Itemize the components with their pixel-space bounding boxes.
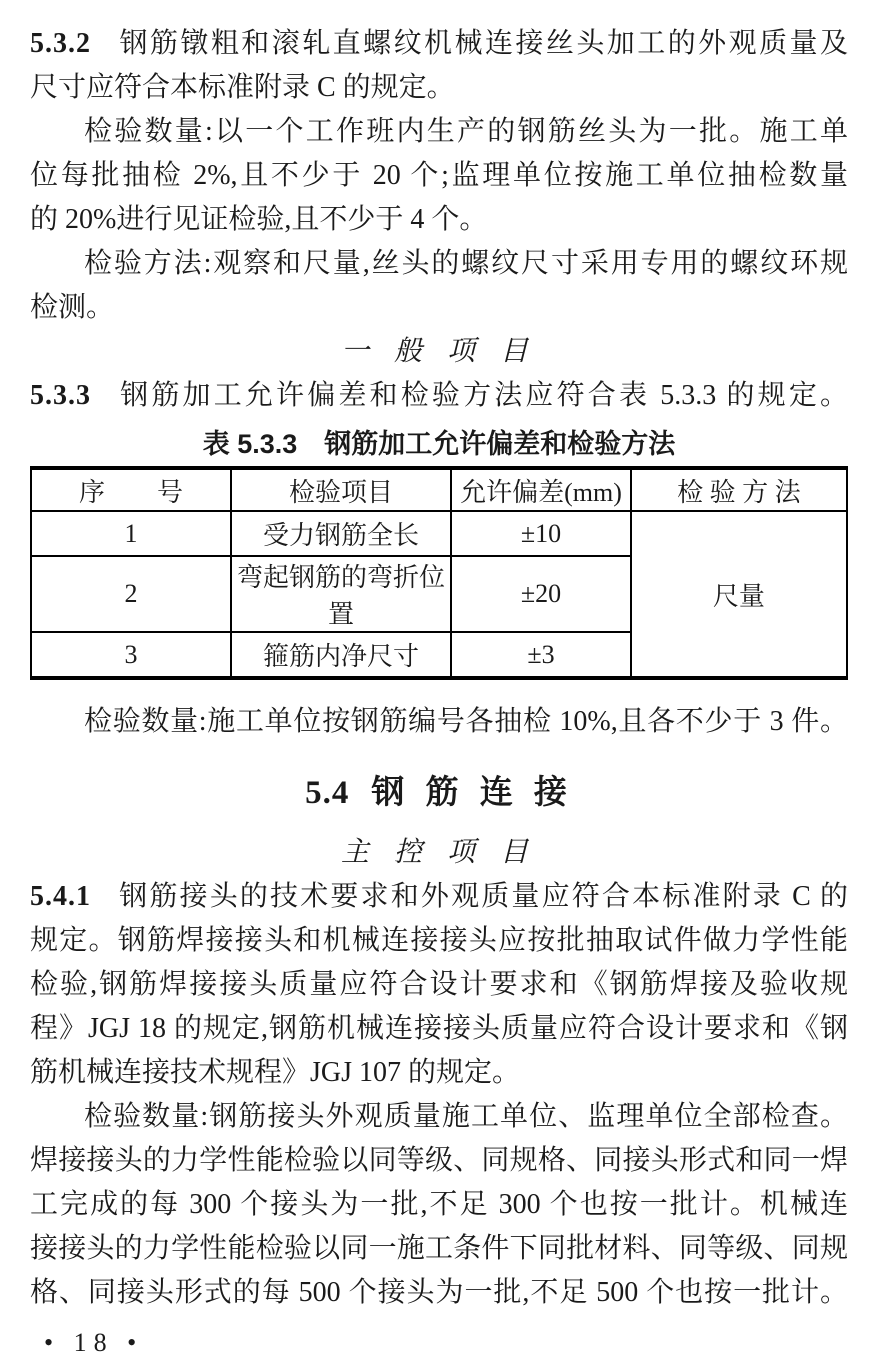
inspection-quantity-paragraph-2: [30, 700, 848, 744]
section-5-3-2-paragraph: [30, 22, 848, 110]
cell-deviation: ±3: [451, 632, 631, 678]
paragraph-line: 检验方法:观察和尺量,丝头的螺纹尺寸采用专用的螺纹环规: [84, 248, 848, 279]
section-number: 5.4: [305, 775, 350, 811]
cell-item: 箍筋内净尺寸: [231, 632, 451, 678]
paragraph-line: 规定。钢筋焊接接头和机械连接接头应按批抽取试件做力学性能: [30, 925, 848, 956]
paragraph-line: 程》JGJ 18 的规定,钢筋机械连接接头质量应符合设计要求和《钢: [30, 1013, 848, 1044]
section-5-4-heading: [30, 768, 848, 817]
section-number: 5.3.3: [30, 380, 91, 411]
paragraph-line: 尺寸应符合本标准附录 C 的规定。: [30, 72, 455, 103]
col-header-deviation: 允许偏差(mm): [451, 468, 631, 511]
cell-item: 受力钢筋全长: [231, 511, 451, 556]
inspection-quantity-paragraph-3: [30, 1095, 848, 1315]
paragraph-line: 位每批抽检 2%,且不少于 20 个;监理单位按施工单位抽检数量: [30, 160, 848, 191]
paragraph-line: 检验数量:钢筋接头外观质量施工单位、监理单位全部检查。: [84, 1101, 848, 1132]
cell-deviation: ±20: [451, 556, 631, 632]
line-text: 钢筋镦粗和滚轧直螺纹机械连接丝头加工的外观质量及: [117, 28, 848, 59]
line-text: 钢筋加工允许偏差和检验方法应符合表 5.3.3 的规定。: [117, 380, 848, 411]
paragraph-line: 工完成的每 300 个接头为一批,不足 300 个也按一批计。机械连: [30, 1189, 848, 1220]
col-header-item: 检验项目: [231, 468, 451, 511]
cell-seq: 3: [31, 632, 231, 678]
paragraph-line: [30, 875, 848, 919]
line-text: 钢筋接头的技术要求和外观质量应符合本标准附录 C 的: [117, 881, 848, 912]
paragraph-line: 的 20%进行见证检验,且不少于 4 个。: [30, 204, 488, 235]
inspection-quantity-paragraph-1: [30, 110, 848, 242]
cell-deviation: ±10: [451, 511, 631, 556]
table-5-3-3-title: 表 5.3.3 钢筋加工允许偏差和检验方法: [202, 429, 676, 459]
paragraph-line: [30, 374, 848, 418]
table-row: [31, 511, 847, 556]
paragraph-line: 检验,钢筋焊接接头质量应符合设计要求和《钢筋焊接及验收规: [30, 969, 848, 1000]
section-5-3-3-paragraph: [30, 374, 848, 418]
master-control-heading: 主 控 项 目: [340, 837, 537, 868]
paragraph-line: 筋机械连接技术规程》JGJ 107 的规定。: [30, 1057, 521, 1088]
general-items-heading: 一 般 项 目: [340, 336, 537, 367]
inspection-method-paragraph-1: [30, 242, 848, 330]
section-5-4-1-paragraph: [30, 875, 848, 1095]
page-number: • 18 •: [44, 1328, 144, 1357]
paragraph-line: 检测。: [30, 292, 115, 323]
deviation-table: [30, 466, 848, 680]
table-header-row: [31, 468, 847, 511]
col-header-seq: 序 号: [31, 468, 231, 511]
section-number: 5.4.1: [30, 881, 91, 912]
paragraph-line: 检验数量:施工单位按钢筋编号各抽检 10%,且各不少于 3 件。: [84, 706, 848, 737]
cell-seq: 1: [31, 511, 231, 556]
paragraph-line: 焊接接头的力学性能检验以同等级、同规格、同接头形式和同一焊: [30, 1145, 848, 1176]
cell-item: 弯起钢筋的弯折位置: [231, 556, 451, 632]
paragraph-line: 检验数量:以一个工作班内生产的钢筋丝头为一批。施工单: [84, 116, 848, 147]
paragraph-line: 格、同接头形式的每 500 个接头为一批,不足 500 个也按一批计。: [30, 1277, 848, 1308]
section-number: 5.3.2: [30, 28, 91, 59]
section-heading-text: 钢 筋 连 接: [371, 773, 573, 810]
cell-method-merged: 尺量: [631, 511, 847, 678]
col-header-method: 检 验 方 法: [631, 468, 847, 511]
paragraph-line: [30, 22, 848, 66]
paragraph-line: 接接头的力学性能检验以同一施工条件下同批材料、同等级、同规: [30, 1233, 848, 1264]
cell-seq: 2: [31, 556, 231, 632]
